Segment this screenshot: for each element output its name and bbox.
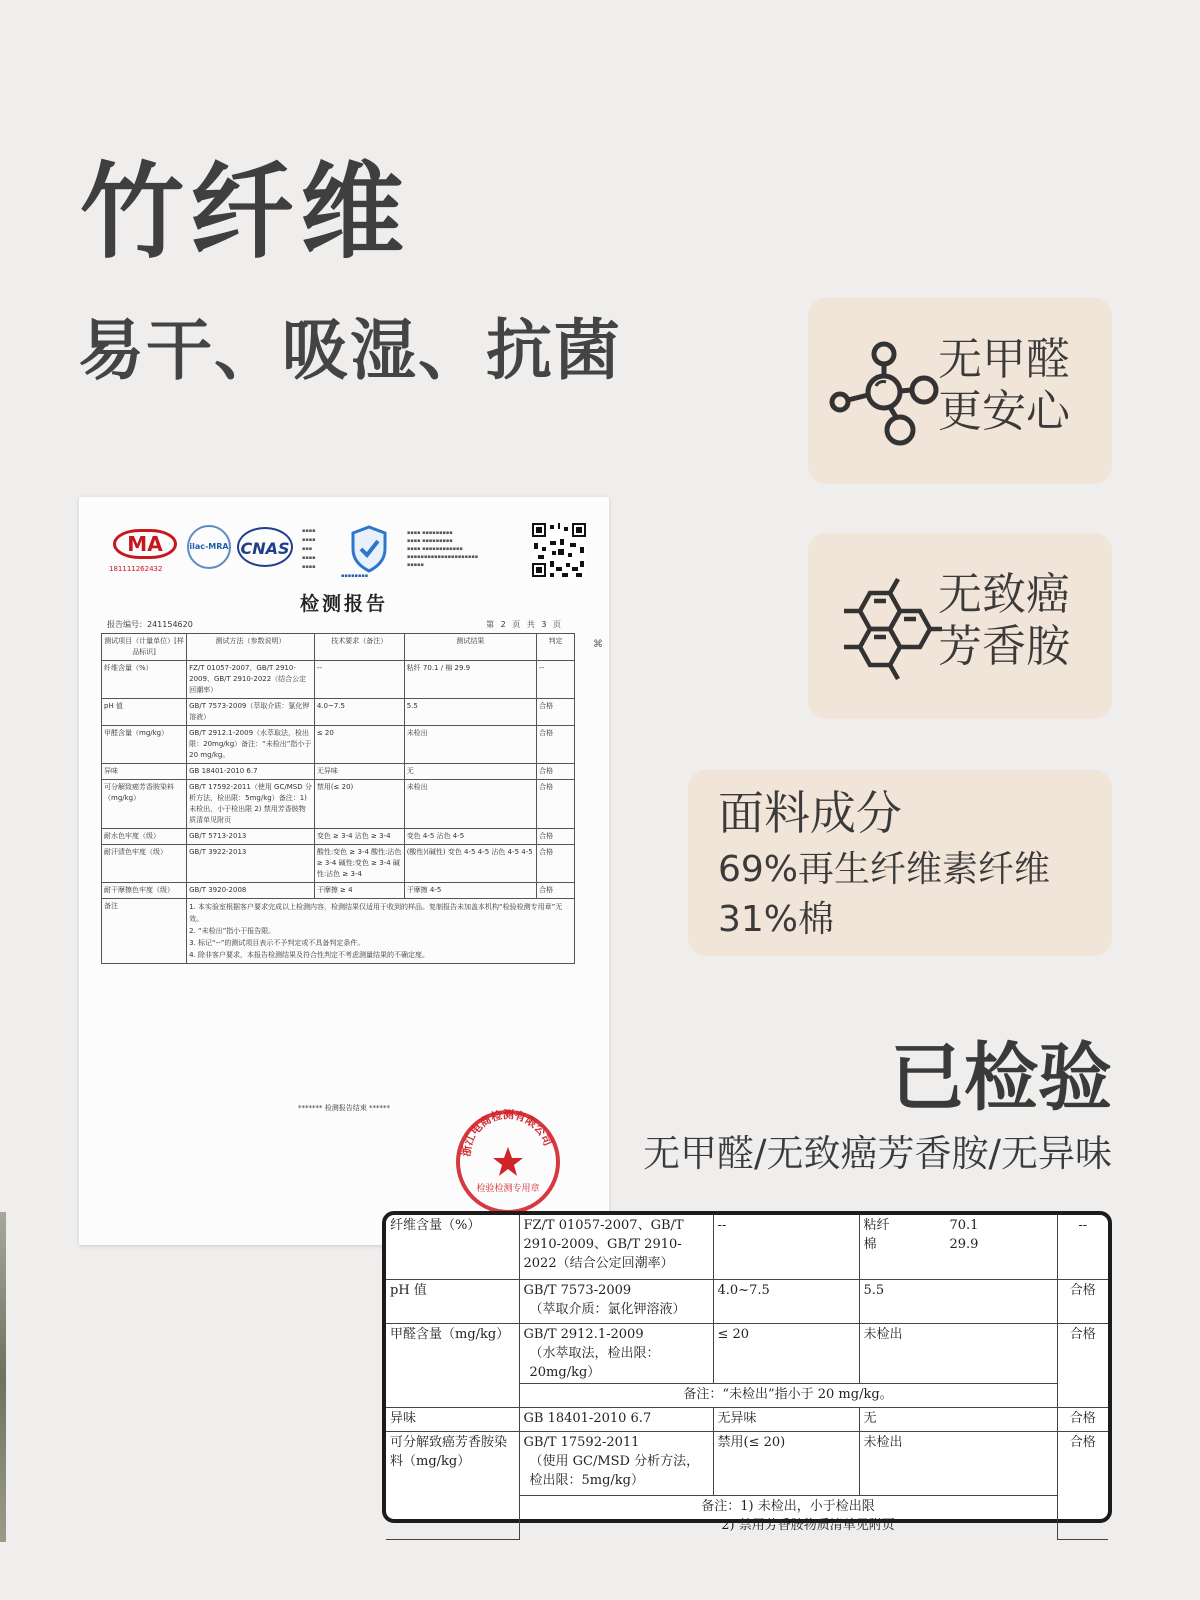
side-mark-icon: ⌘ (593, 639, 603, 650)
table-cell: 未检出 (859, 1323, 1057, 1383)
table-row (102, 829, 575, 845)
table-cell: 可分解致癌芳香胺染料（mg/kg） (102, 780, 187, 829)
badge-line: 无甲醛 (938, 334, 1070, 385)
cnas-logo: CNAS (237, 527, 293, 567)
certification-logos (107, 523, 587, 583)
table-row (386, 1431, 1108, 1495)
verified-subtitle: 无甲醛/无致癌芳香胺/无异味 (643, 1132, 1112, 1175)
lab-address: ▪▪▪▪ ▪▪▪▪▪▪▪▪▪ ▪▪▪▪ ▪▪▪▪▪▪▪▪▪ ▪▪▪▪ ▪▪▪▪▪▪▪▪▪▪▪▪ ▪▪▪▪▪▪▪▪▪▪▪▪▪▪▪▪▪▪▪▪▪ ▪▪▪▪▪ (407, 530, 479, 568)
table-cell: -- (713, 1215, 859, 1279)
table-cell: 备注 (102, 899, 187, 964)
method-note: （使用 GC/MSD 分析方法，检出限：5mg/kg） (529, 1453, 700, 1488)
table-cell: 干摩擦 4-5 (404, 883, 536, 899)
table-cell: GB/T 3922-2013 (187, 845, 315, 883)
table-cell: 合格 (537, 883, 575, 899)
table-row (102, 899, 575, 964)
fabric-composition-card (688, 770, 1112, 956)
hero-title: 竹纤维 (80, 151, 411, 273)
badge-text (938, 569, 1070, 673)
method-note: （水萃取法，检出限：20mg/kg） (529, 1345, 660, 1380)
report-notes (187, 899, 575, 964)
table-cell: GB/T 2912.1-2009（水萃取法，检出限：20mg/kg）备注：“未检出”指小于 20 mg/kg。 (187, 726, 315, 764)
table-cell: 合格 (537, 780, 575, 829)
table-cell: 合格 (537, 845, 575, 883)
table-cell: 禁用(≤ 20) (713, 1431, 859, 1495)
logo-caption: ▪▪▪▪▪▪▪▪ (341, 573, 369, 579)
table-cell: GB/T 5713-2013 (187, 829, 315, 845)
table-cell (519, 1495, 1057, 1539)
method-text: GB/T 7573-2009 (523, 1282, 632, 1298)
table-row (102, 726, 575, 764)
table-cell: 合格 (537, 726, 575, 764)
table-cell (859, 1215, 1057, 1279)
result-value: 70.1 (949, 1218, 979, 1233)
method-text: GB/T 2912.1-2009 (523, 1326, 644, 1342)
table-cell: 合格 (1057, 1431, 1108, 1539)
badge-line: 更安心 (938, 386, 1070, 437)
badge-formaldehyde-free (808, 298, 1112, 484)
table-cell: FZ/T 01057-2007、GB/T 2910-2009、GB/T 2910-2022（结合公定回潮率） (187, 661, 315, 699)
table-cell: GB/T 7573-2009（萃取介质：氯化钾溶液） (187, 699, 315, 726)
table-cell (519, 1279, 713, 1323)
seal-text: 浙江电商检测有限公司 (459, 1108, 555, 1158)
table-row (386, 1407, 1108, 1431)
zoom-table (386, 1215, 1108, 1540)
table-cell: 未检出 (404, 726, 536, 764)
table-row (386, 1279, 1108, 1323)
table-cell: -- (1057, 1215, 1108, 1279)
report-title: 检测报告 (299, 593, 388, 615)
column-header: 测试项目（计量单位）[样品标识] (102, 634, 187, 661)
result-pair (864, 1235, 1053, 1254)
table-cell: 无异味 (713, 1407, 859, 1431)
report-page-indicator: 第 2 页 共 3 页 (486, 620, 563, 629)
table-cell: GB 18401-2010 6.7 (187, 764, 315, 780)
table-cell: 耐汗渍色牢度（级） (102, 845, 187, 883)
table-cell: (酸性)(碱性) 变色 4-5 4-5 沾色 4-5 4-5 (404, 845, 536, 883)
method-note: （萃取介质：氯化钾溶液） (529, 1301, 686, 1317)
report-number: 报告编号：241154620 (107, 620, 193, 629)
table-row (386, 1215, 1108, 1279)
table-cell: -- (314, 661, 404, 699)
table-cell: 变色 4-5 沾色 4-5 (404, 829, 536, 845)
table-cell: 纤维含量（%） (102, 661, 187, 699)
ilac-logo: ilac-MRA (187, 525, 231, 569)
table-cell: 耐水色牢度（级） (102, 829, 187, 845)
table-cell: 合格 (1057, 1407, 1108, 1431)
table-cell: 4.0~7.5 (314, 699, 404, 726)
table-cell: 可分解致癌芳香胺染料（mg/kg） (386, 1431, 519, 1539)
note-line: 2. “未检出”指小于报告限。 (189, 927, 276, 935)
table-cell: 4.0~7.5 (713, 1279, 859, 1323)
table-cell: 异味 (386, 1407, 519, 1431)
column-header: 判定 (537, 634, 575, 661)
table-cell: ≤ 20 (314, 726, 404, 764)
shield-check-icon (347, 523, 391, 575)
table-cell: 干摩擦 ≥ 4 (314, 883, 404, 899)
table-row (102, 661, 575, 699)
result-key: 粘纤 (863, 1218, 890, 1233)
table-cell: FZ/T 01057-2007、GB/T 2910-2009、GB/T 2910-2022（结合公定回潮率） (519, 1215, 713, 1279)
table-cell: 粘纤 70.1 / 棉 29.9 (404, 661, 536, 699)
column-header: 测试结果 (404, 634, 536, 661)
table-cell: 合格 (1057, 1279, 1108, 1323)
table-cell: -- (537, 661, 575, 699)
table-cell: 无 (404, 764, 536, 780)
result-key: 棉 (863, 1237, 877, 1252)
table-cell: 合格 (537, 699, 575, 726)
report-end-line: ******* 检测报告结束 ****** (298, 1104, 390, 1112)
table-row (386, 1323, 1108, 1383)
note-line: 3. 标记“--”的测试项目表示不予判定或不具备判定条件。 (189, 939, 365, 947)
table-cell: 酸性:变色 ≥ 3-4 酸性:沾色 ≥ 3-4 碱性:变色 ≥ 3-4 碱性:沾色 ≥ 3-4 (314, 845, 404, 883)
logo-caption: ▪▪▪▪ ▪▪▪▪ ▪▪▪ ▪▪▪▪ ▪▪▪▪ (302, 528, 316, 570)
result-value: 29.9 (949, 1237, 979, 1252)
table-cell: ≤ 20 (713, 1323, 859, 1383)
badge-text (938, 334, 1070, 438)
verified-title: 已检验 (890, 1035, 1112, 1121)
remark-line: 备注：1) 未检出，小于检出限 (701, 1498, 875, 1514)
table-row (102, 699, 575, 726)
table-cell: 甲醛含量（mg/kg） (386, 1323, 519, 1407)
table-row (102, 883, 575, 899)
table-cell: 合格 (537, 764, 575, 780)
left-edge-photo-strip (0, 1212, 6, 1542)
table-row (102, 845, 575, 883)
fabric-heading: 面料成分 (718, 786, 902, 840)
table-cell: 未检出 (859, 1431, 1057, 1495)
table-cell (519, 1431, 713, 1495)
qr-code (532, 523, 586, 577)
badge-line: 无致癌 (938, 569, 1070, 620)
table-cell: 未检出 (404, 780, 536, 829)
report-table (101, 633, 575, 964)
cma-number: 181111262432 (109, 565, 163, 573)
molecule-icon (826, 334, 944, 452)
table-cell: 5.5 (404, 699, 536, 726)
note-line: 1. 本实验室根据客户要求完成以上检测内容，检测结果仅适用于收到的样品。复制报告未加盖本机构“检验检测专用章”无效。 (189, 903, 563, 923)
table-cell: 甲醛含量（mg/kg） (102, 726, 187, 764)
table-cell: 合格 (537, 829, 575, 845)
table-cell: 禁用(≤ 20) (314, 780, 404, 829)
hero-subtitle: 易干、吸湿、抗菌 (78, 312, 622, 389)
table-cell: 备注：“未检出”指小于 20 mg/kg。 (519, 1383, 1057, 1407)
table-cell: GB/T 3920-2008 (187, 883, 315, 899)
table-cell (519, 1323, 713, 1383)
table-cell: 无 (859, 1407, 1057, 1431)
column-header: 测试方法（参数说明） (187, 634, 315, 661)
table-cell: 合格 (1057, 1323, 1108, 1407)
red-company-seal (453, 1107, 563, 1217)
table-cell: 纤维含量（%） (386, 1215, 519, 1279)
remark-line: 2) 禁用芳香胺物质清单见附页 (721, 1517, 895, 1533)
table-cell: 异味 (102, 764, 187, 780)
table-cell: pH 值 (102, 699, 187, 726)
column-header: 技术要求（备注） (314, 634, 404, 661)
test-report-sheet (79, 497, 609, 1245)
table-cell: pH 值 (386, 1279, 519, 1323)
zoomed-report-table (382, 1211, 1112, 1533)
result-pair (864, 1216, 1053, 1235)
fabric-line: 31%棉 (718, 899, 835, 940)
table-header-row (102, 634, 575, 661)
method-text: GB/T 17592-2011 (523, 1434, 640, 1450)
seal-subtext: 检验检测专用章 (476, 1184, 540, 1194)
note-line: 4. 除非客户要求，本报告检测结果及符合性判定不考虑测量结果的不确定度。 (189, 951, 430, 959)
table-cell: 耐干摩擦色牢度（级） (102, 883, 187, 899)
table-cell: 无异味 (314, 764, 404, 780)
badge-line: 芳香胺 (938, 621, 1070, 672)
table-cell: GB/T 17592-2011（使用 GC/MSD 分析方法，检出限：5mg/kg）备注：1) 未检出，小于检出限 2) 禁用芳香胺物质清单见附页 (187, 780, 315, 829)
fabric-line: 69%再生纤维素纤维 (718, 849, 1051, 890)
benzene-ring-icon (826, 569, 944, 687)
table-cell: 变色 ≥ 3-4 沾色 ≥ 3-4 (314, 829, 404, 845)
cma-logo: MA (113, 529, 177, 559)
badge-no-aromatic-amine (808, 533, 1112, 719)
table-cell: GB 18401-2010 6.7 (519, 1407, 713, 1431)
table-cell: 5.5 (859, 1279, 1057, 1323)
table-row (102, 764, 575, 780)
table-row (102, 780, 575, 829)
